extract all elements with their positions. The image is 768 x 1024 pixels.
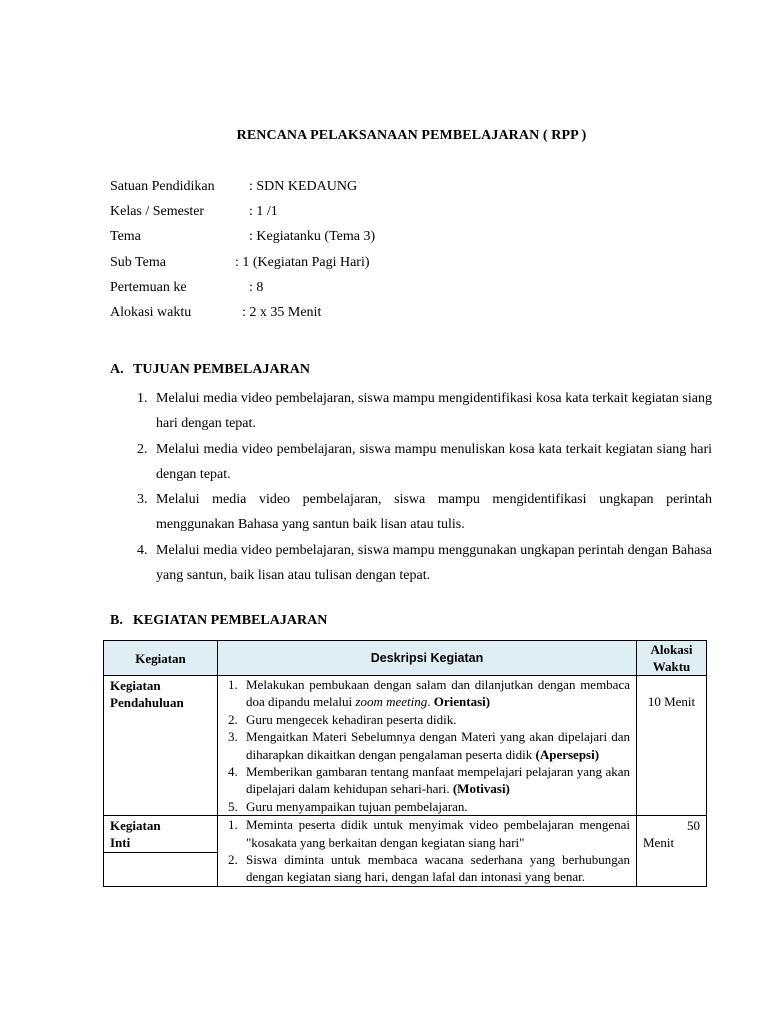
table-row xyxy=(104,816,707,887)
section-letter: A. xyxy=(110,362,124,377)
item-text: Melalui media video pembelajaran, siswa mampu menuliskan kosa kata terkait kegiatan siang hari dengan tepat. xyxy=(156,441,712,482)
step-text-bold: (Apersepsi) xyxy=(535,746,600,762)
item-number: 2. xyxy=(137,441,148,457)
identity-value: : 1 (Kegiatan Pagi Hari) xyxy=(235,254,370,270)
section-b-heading xyxy=(110,613,327,629)
list-item xyxy=(226,851,630,886)
step-text-italic: zoom meeting xyxy=(355,694,428,710)
identity-label: Pertemuan ke xyxy=(110,279,187,295)
learning-goals-list xyxy=(137,386,712,588)
identity-value: : 1 /1 xyxy=(249,204,278,220)
phase-label: Pendahuluan xyxy=(110,695,184,710)
phase-label: Kegiatan xyxy=(110,818,161,834)
step-number: 2. xyxy=(228,711,238,727)
step-text: Siswa diminta untuk membaca wacana sederhana yang berhubungan dengan kegiatan siang hari, dengan lafal dan intonasi yang benar. xyxy=(246,852,630,885)
list-item xyxy=(226,711,630,728)
time-number: 50 xyxy=(687,818,700,834)
phase-cell xyxy=(104,676,218,816)
identity-label: Tema xyxy=(110,229,141,245)
list-item xyxy=(137,386,712,437)
list-item xyxy=(226,763,630,798)
list-item xyxy=(226,816,630,851)
step-text: Guru mengecek kehadiran peserta didik. xyxy=(246,711,457,727)
time-value: 10 Menit xyxy=(647,694,696,709)
item-text: Melalui media video pembelajaran, siswa mampu mengidentifikasi ungkapan perintah menggunakan Bahasa yang santun baik lisan atau tulis. xyxy=(156,492,712,533)
step-text: Meminta peserta didik untuk menyimak video pembelajaran mengenai "kosakata yang berkaitan dengan kegiatan siang hari" xyxy=(246,817,630,850)
list-item xyxy=(137,437,712,488)
time-cell xyxy=(637,816,707,887)
section-letter: B. xyxy=(110,613,123,628)
header-deskripsi: Deskripsi Kegiatan xyxy=(218,641,637,676)
step-text: Guru menyampaikan tujuan pembelajaran. xyxy=(246,798,468,814)
step-number: 1. xyxy=(228,817,238,833)
step-text: Memberikan gambaran tentang manfaat mempelajari pelajaran yang akan dipelajari dalam kehidupan sehari-hari. xyxy=(246,764,630,797)
list-item xyxy=(137,487,712,538)
activities-table xyxy=(103,640,707,887)
document-title: RENCANA PELAKSANAAN PEMBELAJARAN ( RPP ) xyxy=(236,128,587,143)
item-number: 1. xyxy=(137,391,148,406)
step-text: Melakukan pembukaan dengan salam dan dilanjutkan dengan membaca doa dipandu melalui xyxy=(246,677,630,710)
phase-cell xyxy=(104,816,218,887)
identity-value: : Kegiatanku (Tema 3) xyxy=(249,229,376,245)
steps-list xyxy=(226,816,630,886)
identity-label: Kelas / Semester xyxy=(110,204,205,220)
time-unit: Menit xyxy=(643,835,675,851)
list-item xyxy=(226,798,630,815)
identity-value: : SDN KEDAUNG xyxy=(249,179,358,194)
step-number: 1. xyxy=(228,677,238,692)
header-alokasi: Alokasi Waktu xyxy=(637,641,707,676)
steps-list xyxy=(226,676,630,815)
section-a-heading xyxy=(110,362,310,378)
identity-value: : 8 xyxy=(249,279,264,295)
list-item xyxy=(226,676,630,711)
step-text-bold: (Motivasi) xyxy=(452,781,510,797)
item-text: Melalui media video pembelajaran, siswa mampu mengidentifikasi kosa kata terkait kegiatan siang hari dengan tepat. xyxy=(156,391,712,432)
step-number: 5. xyxy=(228,798,238,814)
section-title: TUJUAN PEMBELAJARAN xyxy=(133,362,310,377)
item-number: 3. xyxy=(137,492,148,508)
identity-value: : 2 x 35 Menit xyxy=(242,304,322,320)
step-number: 4. xyxy=(228,764,238,780)
identity-label: Sub Tema xyxy=(110,254,166,270)
table-header-row xyxy=(104,641,707,676)
list-item xyxy=(137,538,712,589)
phase-label-box xyxy=(104,816,217,853)
step-number: 2. xyxy=(228,852,238,868)
header-kegiatan: Kegiatan xyxy=(104,641,218,676)
section-title: KEGIATAN PEMBELAJARAN xyxy=(133,613,328,628)
step-text: Mengaitkan Materi Sebelumnya dengan Materi yang akan dipelajari dan diharapkan dikaitkan dengan pengalaman peserta didik xyxy=(246,729,630,762)
step-text-bold: Orientasi) xyxy=(433,694,491,710)
description-cell xyxy=(218,676,637,816)
list-item xyxy=(226,728,630,763)
item-number: 4. xyxy=(137,542,148,558)
item-text: Melalui media video pembelajaran, siswa mampu menggunakan ungkapan perintah dengan Bahasa yang santun, baik lisan atau tulisan dengan tepat. xyxy=(156,542,712,584)
phase-label: Kegiatan xyxy=(110,678,161,693)
phase-label: Inti xyxy=(110,835,131,851)
step-text: . xyxy=(427,694,434,710)
time-cell xyxy=(637,676,707,816)
identity-label: Satuan Pendidikan xyxy=(110,179,215,194)
identity-label: Alokasi waktu xyxy=(110,304,192,320)
table-row xyxy=(104,676,707,816)
description-cell xyxy=(218,816,637,887)
step-number: 3. xyxy=(228,729,238,745)
